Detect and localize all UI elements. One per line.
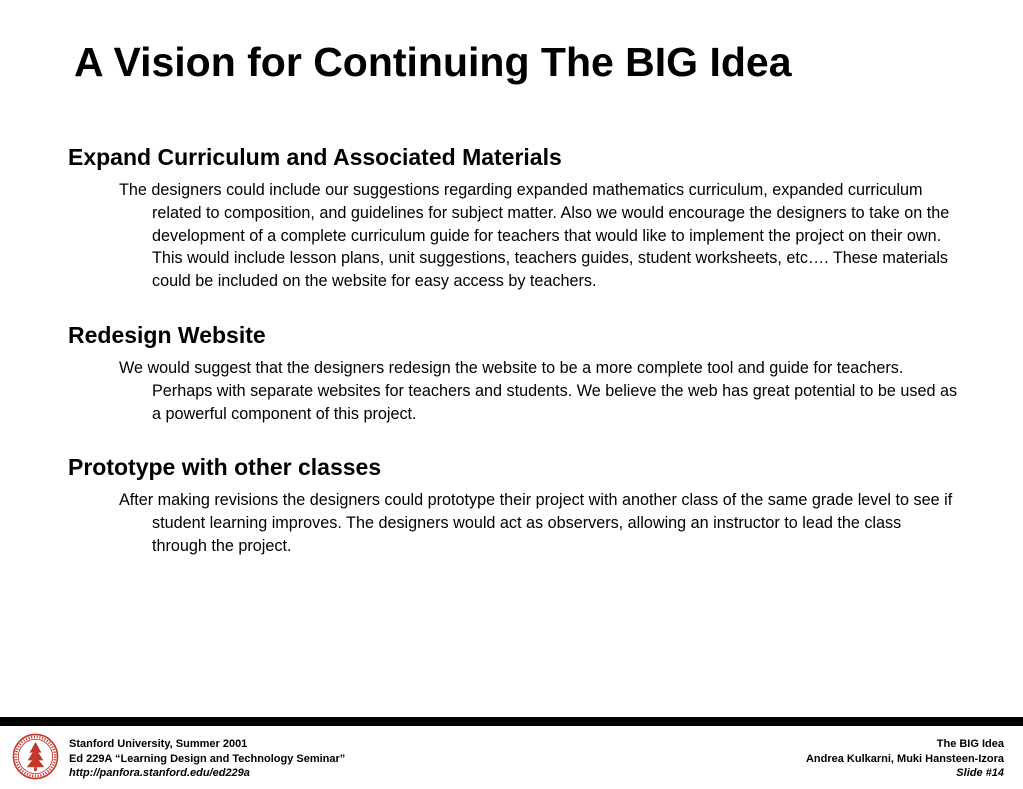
- section-heading: Expand Curriculum and Associated Materials: [68, 144, 562, 170]
- slide-content: [68, 143, 968, 586]
- footer-course-url: http://panfora.stanford.edu/ed229a: [69, 767, 250, 779]
- footer-university: Stanford University, Summer 2001: [69, 738, 248, 750]
- section-prototype-classes: [68, 453, 968, 557]
- footer-right-block: [806, 737, 1004, 781]
- section-body: The designers could include our suggestions regarding expanded mathematics curriculum, expanded curriculum related to composition, and guidelines for subject matter. Also we would encourage the designers to take on the development of a complete curriculum guide for teachers that would like to implement the project on their own. This would include lesson plans, unit suggestions, teachers guides, student worksheets, etc…. These materials could be included on the website for easy access by teachers.: [119, 181, 950, 291]
- section-body: After making revisions the designers could prototype their project with another class of the same grade level to see if student learning improves. The designers would act as observers, allowing an instructor to lead the class through the project.: [119, 491, 953, 555]
- section-heading: Redesign Website: [68, 321, 266, 348]
- footer-project-name: The BIG Idea: [936, 738, 1004, 750]
- footer-slide-number: Slide #14: [956, 767, 1004, 779]
- footer-left-block: [69, 737, 345, 781]
- footer-divider-bar: [0, 717, 1023, 726]
- footer-course: Ed 229A “Learning Design and Technology Seminar”: [69, 752, 346, 765]
- section-body: We would suggest that the designers redesign the website to be a more complete tool and guide for teachers. Perhaps with separate websites for teachers and students. We believe the web has great potential to be used as a powerful component of this project.: [119, 358, 958, 423]
- section-expand-curriculum: [68, 143, 968, 293]
- section-heading: Prototype with other classes: [68, 454, 382, 481]
- stanford-seal-icon: [12, 733, 59, 780]
- slide-title: A Vision for Continuing The BIG Idea: [74, 39, 792, 85]
- section-redesign-website: [68, 321, 968, 425]
- footer-authors: Andrea Kulkarni, Muki Hansteen-Izora: [805, 752, 1004, 765]
